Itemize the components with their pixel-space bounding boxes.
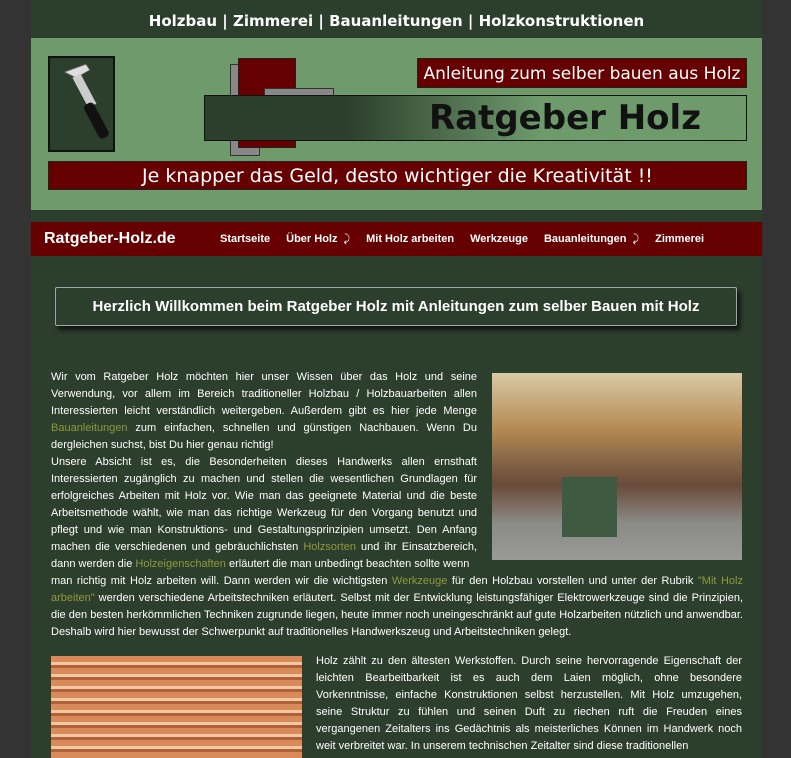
top-keywords: Holzbau | Zimmerei | Bauanleitungen | Holzkonstruktionen (148, 12, 645, 30)
brand-link[interactable]: Ratgeber-Holz.de (44, 230, 176, 247)
door (562, 477, 617, 537)
link-mit-holz-arbeiten[interactable]: "Mit Holz arbeiten" (51, 575, 743, 604)
dropdown-arrow-icon: ⤸ (632, 232, 640, 245)
nav-zimmerei[interactable] (655, 233, 704, 246)
timber-frame-photo (492, 373, 742, 560)
wood-paragraph: Holz zählt zu den ältesten Werkstoffen. Durch seine hervorragende Eigenschaft der leichten Bearbeitbarkeit ist es auch dem Laien möglich, ohne besondere Vorkenntnisse, einfache Konstruktionen selbst herzustellen. Mit Holz umzugehen, seine Struktur zu fühlen und seinen Duft zu riechen ruft die Freuden eines vergangenen Zeitalters ins Gedächtnis als meisterliches Können im Handwerk noch weit verbreitet war. In unserem technischen Zeitalter sind diese traditionellen (316, 655, 742, 752)
intro-paragraph (51, 369, 477, 454)
link-holzsorten[interactable]: Holzsorten (303, 541, 356, 553)
text: zum einfachen, schnellen und günstigen Nachbauen. Wenn Du dergleichen suchst, bist Du hier genau richtig! (51, 422, 477, 451)
welcome-heading: Herzlich Willkommen beim Ratgeber Holz mit Anleitungen zum selber Bauen mit Holz (55, 287, 737, 326)
nav-label: Bauanleitungen (543, 232, 627, 245)
nav-label: Mit Holz arbeiten (366, 232, 455, 245)
lumber-stack-photo (51, 656, 302, 758)
link-werkzeuge[interactable]: Werkzeuge (391, 575, 448, 587)
text: erläutert die man unbedingt beachten sollte wenn (225, 558, 470, 570)
tagline: Anleitung zum selber bauen aus Holz (417, 58, 747, 88)
nav-startseite[interactable] (220, 233, 270, 246)
text: werden verschiedene Arbeitstechniken erläutert. Selbst mit der Entwicklung leistungsfähiger Elektrowerkzeuge sind die Prinzipien, die den besten herkömmlichen Techniken zugrunde liegen, heute immer noch uneingeschränkt auf gute Holzarbeiten nützlich und anwendbar. Deshalb wird hier bewusst der Schwerpunkt auf traditionelles Handwerkszeug und Arbeitstechniken gelegt. (51, 592, 743, 638)
header-banner (31, 38, 762, 210)
nav-bauanleitungen[interactable] (544, 233, 639, 246)
link-bauanleitungen[interactable]: Bauanleitungen (51, 422, 128, 434)
text: Wir vom Ratgeber Holz möchten hier unser Wissen über das Holz und seine Verwendung, vor allem im Bereich traditioneller Holzbau / Holzbauarbeiten allen Interessierten leicht verständlich weitergeben. Außerdem gibt es hier jede Menge (51, 371, 477, 417)
nav-ueber-holz[interactable] (286, 233, 350, 246)
main-nav (31, 222, 762, 256)
purpose-paragraph (51, 454, 477, 573)
nav-label: Startseite (220, 232, 271, 245)
nav-label: Über Holz (286, 232, 338, 245)
text: Unsere Absicht ist es, die Besonderheiten dieses Handwerks allen ernsthaft Interessierten zugänglich zu machen und stellen die wesentlichen Grundlagen für erfolgreiches Arbeiten mit Holz vor. Wie man das geeignete Material und die beste Arbeitsmethode wählt, wie man das richtige Werkzeug für den Vorgang benutzt und pflegt und wie man Konstruktions- und Gestaltungsprinzipien umsetzt. Den Anfang machen die verschiedenen und gebräuchlichsten (51, 456, 477, 553)
purpose-paragraph-cont (51, 573, 743, 641)
text: und ihr Einsatzbereich, dann werden die (51, 541, 478, 570)
text: man richtig mit Holz arbeiten will. Dann werden wir die wichtigsten (51, 575, 392, 587)
nav-label: Zimmerei (655, 232, 705, 245)
link-holzeigenschaften[interactable]: Holzeigenschaften (135, 558, 226, 570)
text: für den Holzbau vorstellen und unter der Rubrik (447, 575, 698, 587)
nav-werkzeuge[interactable] (470, 233, 528, 246)
nav-label: Werkzeuge (470, 232, 528, 245)
dropdown-arrow-icon: ⤸ (343, 232, 351, 245)
motto: Je knapper das Geld, desto wichtiger die Kreativität !! (48, 161, 747, 190)
site-title: Ratgeber Holz (204, 95, 747, 141)
hammer-icon (48, 56, 115, 152)
nav-mit-holz-arbeiten[interactable] (366, 233, 454, 246)
page (31, 0, 762, 758)
